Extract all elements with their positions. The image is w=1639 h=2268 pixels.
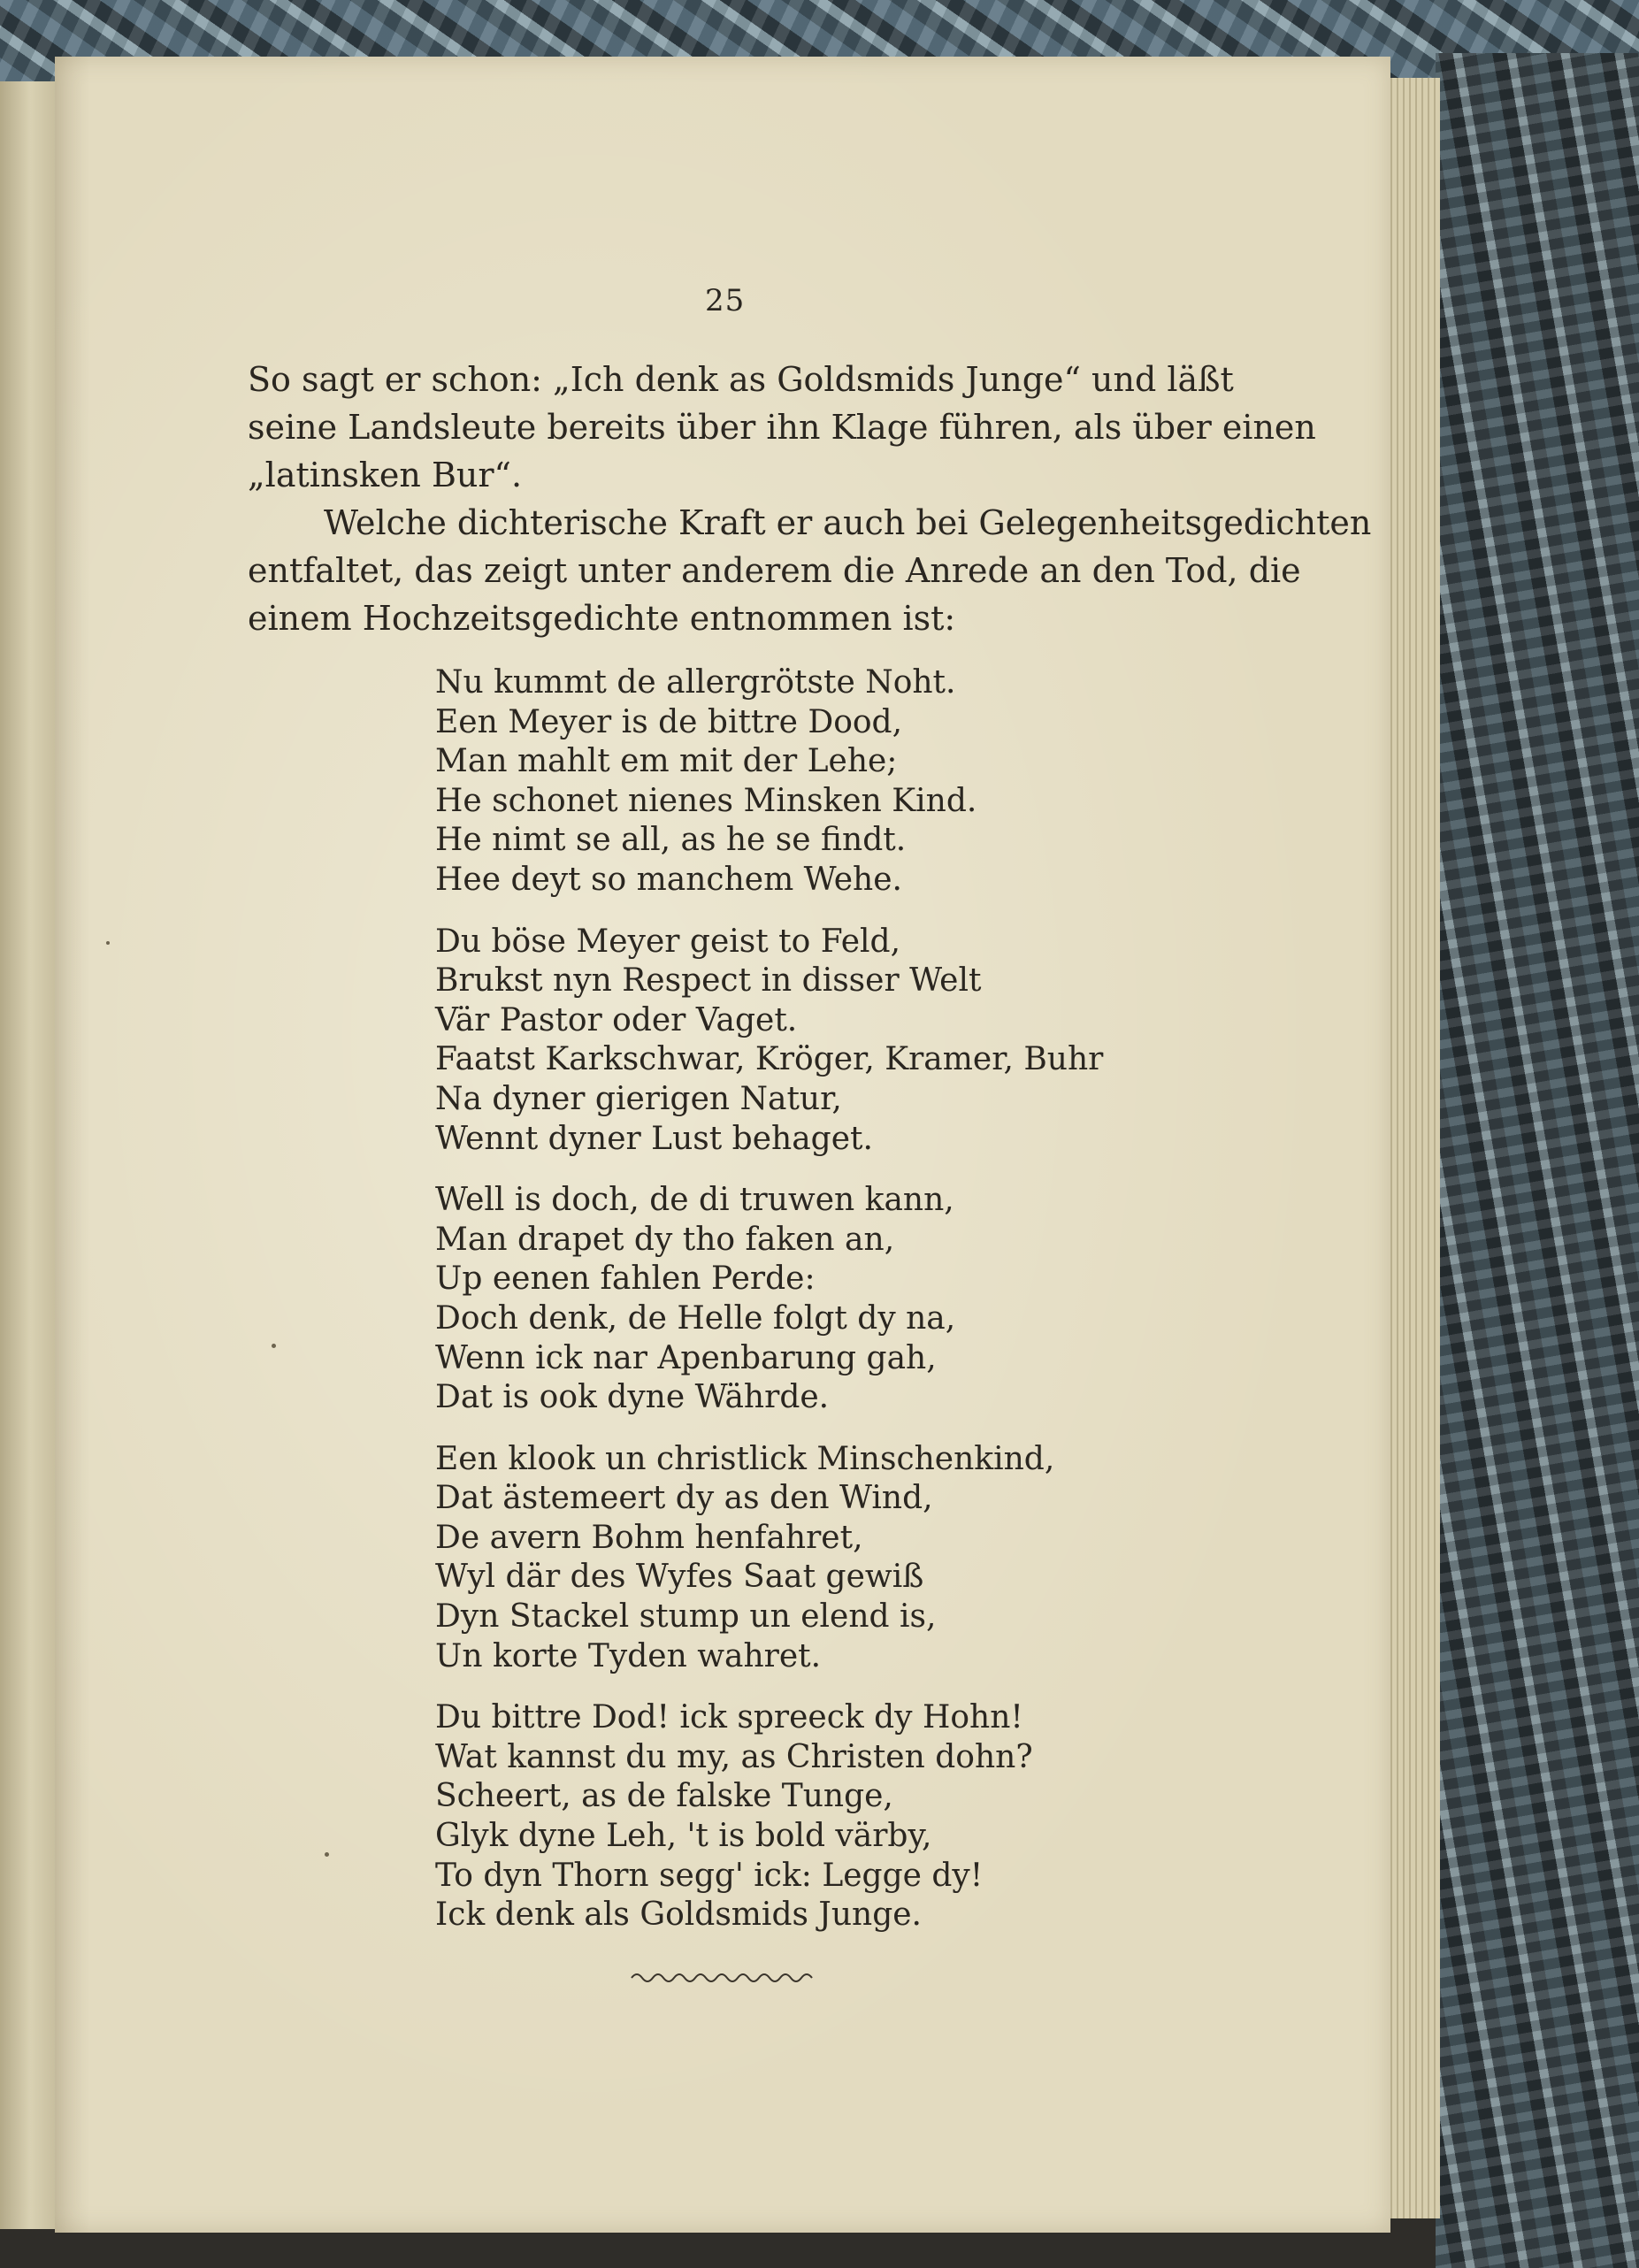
wavy-rule-ornament [630, 1967, 816, 1988]
book-page [55, 57, 1390, 2233]
prose-line: einem Hochzeitsgedichte entnommen ist: [248, 599, 956, 638]
poem-line: He nimt se all, as he se findt. [435, 822, 907, 859]
paper-speck [325, 1852, 329, 1857]
poem-line: Doch denk, de Helle folgt dy na, [435, 1299, 956, 1337]
prose-block [248, 356, 1372, 642]
poem-line: Du bittre Dod! ick spreeck dy Hohn! [435, 1699, 1023, 1736]
poem-stanza-1 [435, 663, 1103, 900]
poem-line: Up eenen fahlen Perde: [435, 1260, 816, 1298]
poem-line: Well is doch, de di truwen kann, [435, 1182, 954, 1219]
paper-speck [106, 941, 110, 945]
paper-speck [272, 1344, 276, 1348]
poem-line: Scheert, as de falske Tunge, [435, 1778, 893, 1815]
poem-line: Vär Pastor oder Vaget. [435, 1001, 798, 1038]
poem-line: Wenn ick nar Apenbarung gah, [435, 1339, 937, 1376]
prose-line: seine Landsleute bereits über ihn Klage führen, als über einen [248, 408, 1316, 447]
poem-line: Ick denk als Goldsmids Junge. [435, 1896, 923, 1934]
poem-line: Na dyner gierigen Natur, [435, 1080, 842, 1117]
poem-line: Hee deyt so manchem Wehe. [435, 861, 902, 898]
poem-line: Nu kummt de allergrötste Noht. [435, 664, 956, 701]
poem-line: Faatst Karkschwar, Kröger, Kramer, Buhr [435, 1041, 1104, 1078]
poem-line: Brukst nyn Respect in disser Welt [435, 962, 982, 1000]
poem-stanza-5 [435, 1698, 1103, 1935]
poem-stanza-2 [435, 923, 1103, 1160]
poem-line: Wennt dyner Lust behaget. [435, 1120, 873, 1157]
poem-line: He schonet nienes Minsken Kind. [435, 782, 977, 819]
poem-line: Dat is ook dyne Währde. [435, 1379, 830, 1416]
poem-line: Wat kannst du my, as Christen dohn? [435, 1738, 1033, 1775]
prose-line: entfaltet, das zeigt unter anderem die Anrede an den Tod, die [248, 551, 1301, 590]
poem-stanza-4 [435, 1440, 1103, 1677]
poem-line: Un korte Tyden wahret. [435, 1637, 822, 1674]
poem-line: Glyk dyne Leh, 't is bold värby, [435, 1818, 932, 1855]
poem-line: Wyl där des Wyfes Saat gewiß [435, 1559, 924, 1596]
prose-line: Welche dichterische Kraft er auch bei Gelegenheitsgedichten [324, 503, 1372, 542]
poem-line: De avern Bohm henfahret, [435, 1519, 863, 1556]
poem-line: Man drapet dy tho faken an, [435, 1221, 895, 1258]
prose-line: „latinsken Bur“. [248, 456, 523, 494]
page-number: 25 [705, 283, 746, 318]
poem-line: Du böse Meyer geist to Feld, [435, 923, 901, 960]
poem-line: To dyn Thorn segg' ick: Legge dy! [435, 1857, 984, 1894]
poem-line: Dyn Stackel stump un elend is, [435, 1598, 937, 1636]
poem [435, 663, 1103, 1958]
poem-line: Een klook un christlick Minschenkind, [435, 1440, 1055, 1477]
poem-line: Man mahlt em mit der Lehe; [435, 743, 898, 780]
facing-page-edge [0, 53, 55, 2229]
poem-line: Dat ästemeert dy as den Wind, [435, 1480, 933, 1517]
poem-line: Een Meyer is de bittre Dood, [435, 703, 903, 740]
poem-stanza-3 [435, 1181, 1103, 1418]
marbled-cover-right [1436, 53, 1639, 2268]
prose-line: So sagt er schon: „Ich denk as Goldsmids Junge“ und läßt [248, 360, 1234, 399]
